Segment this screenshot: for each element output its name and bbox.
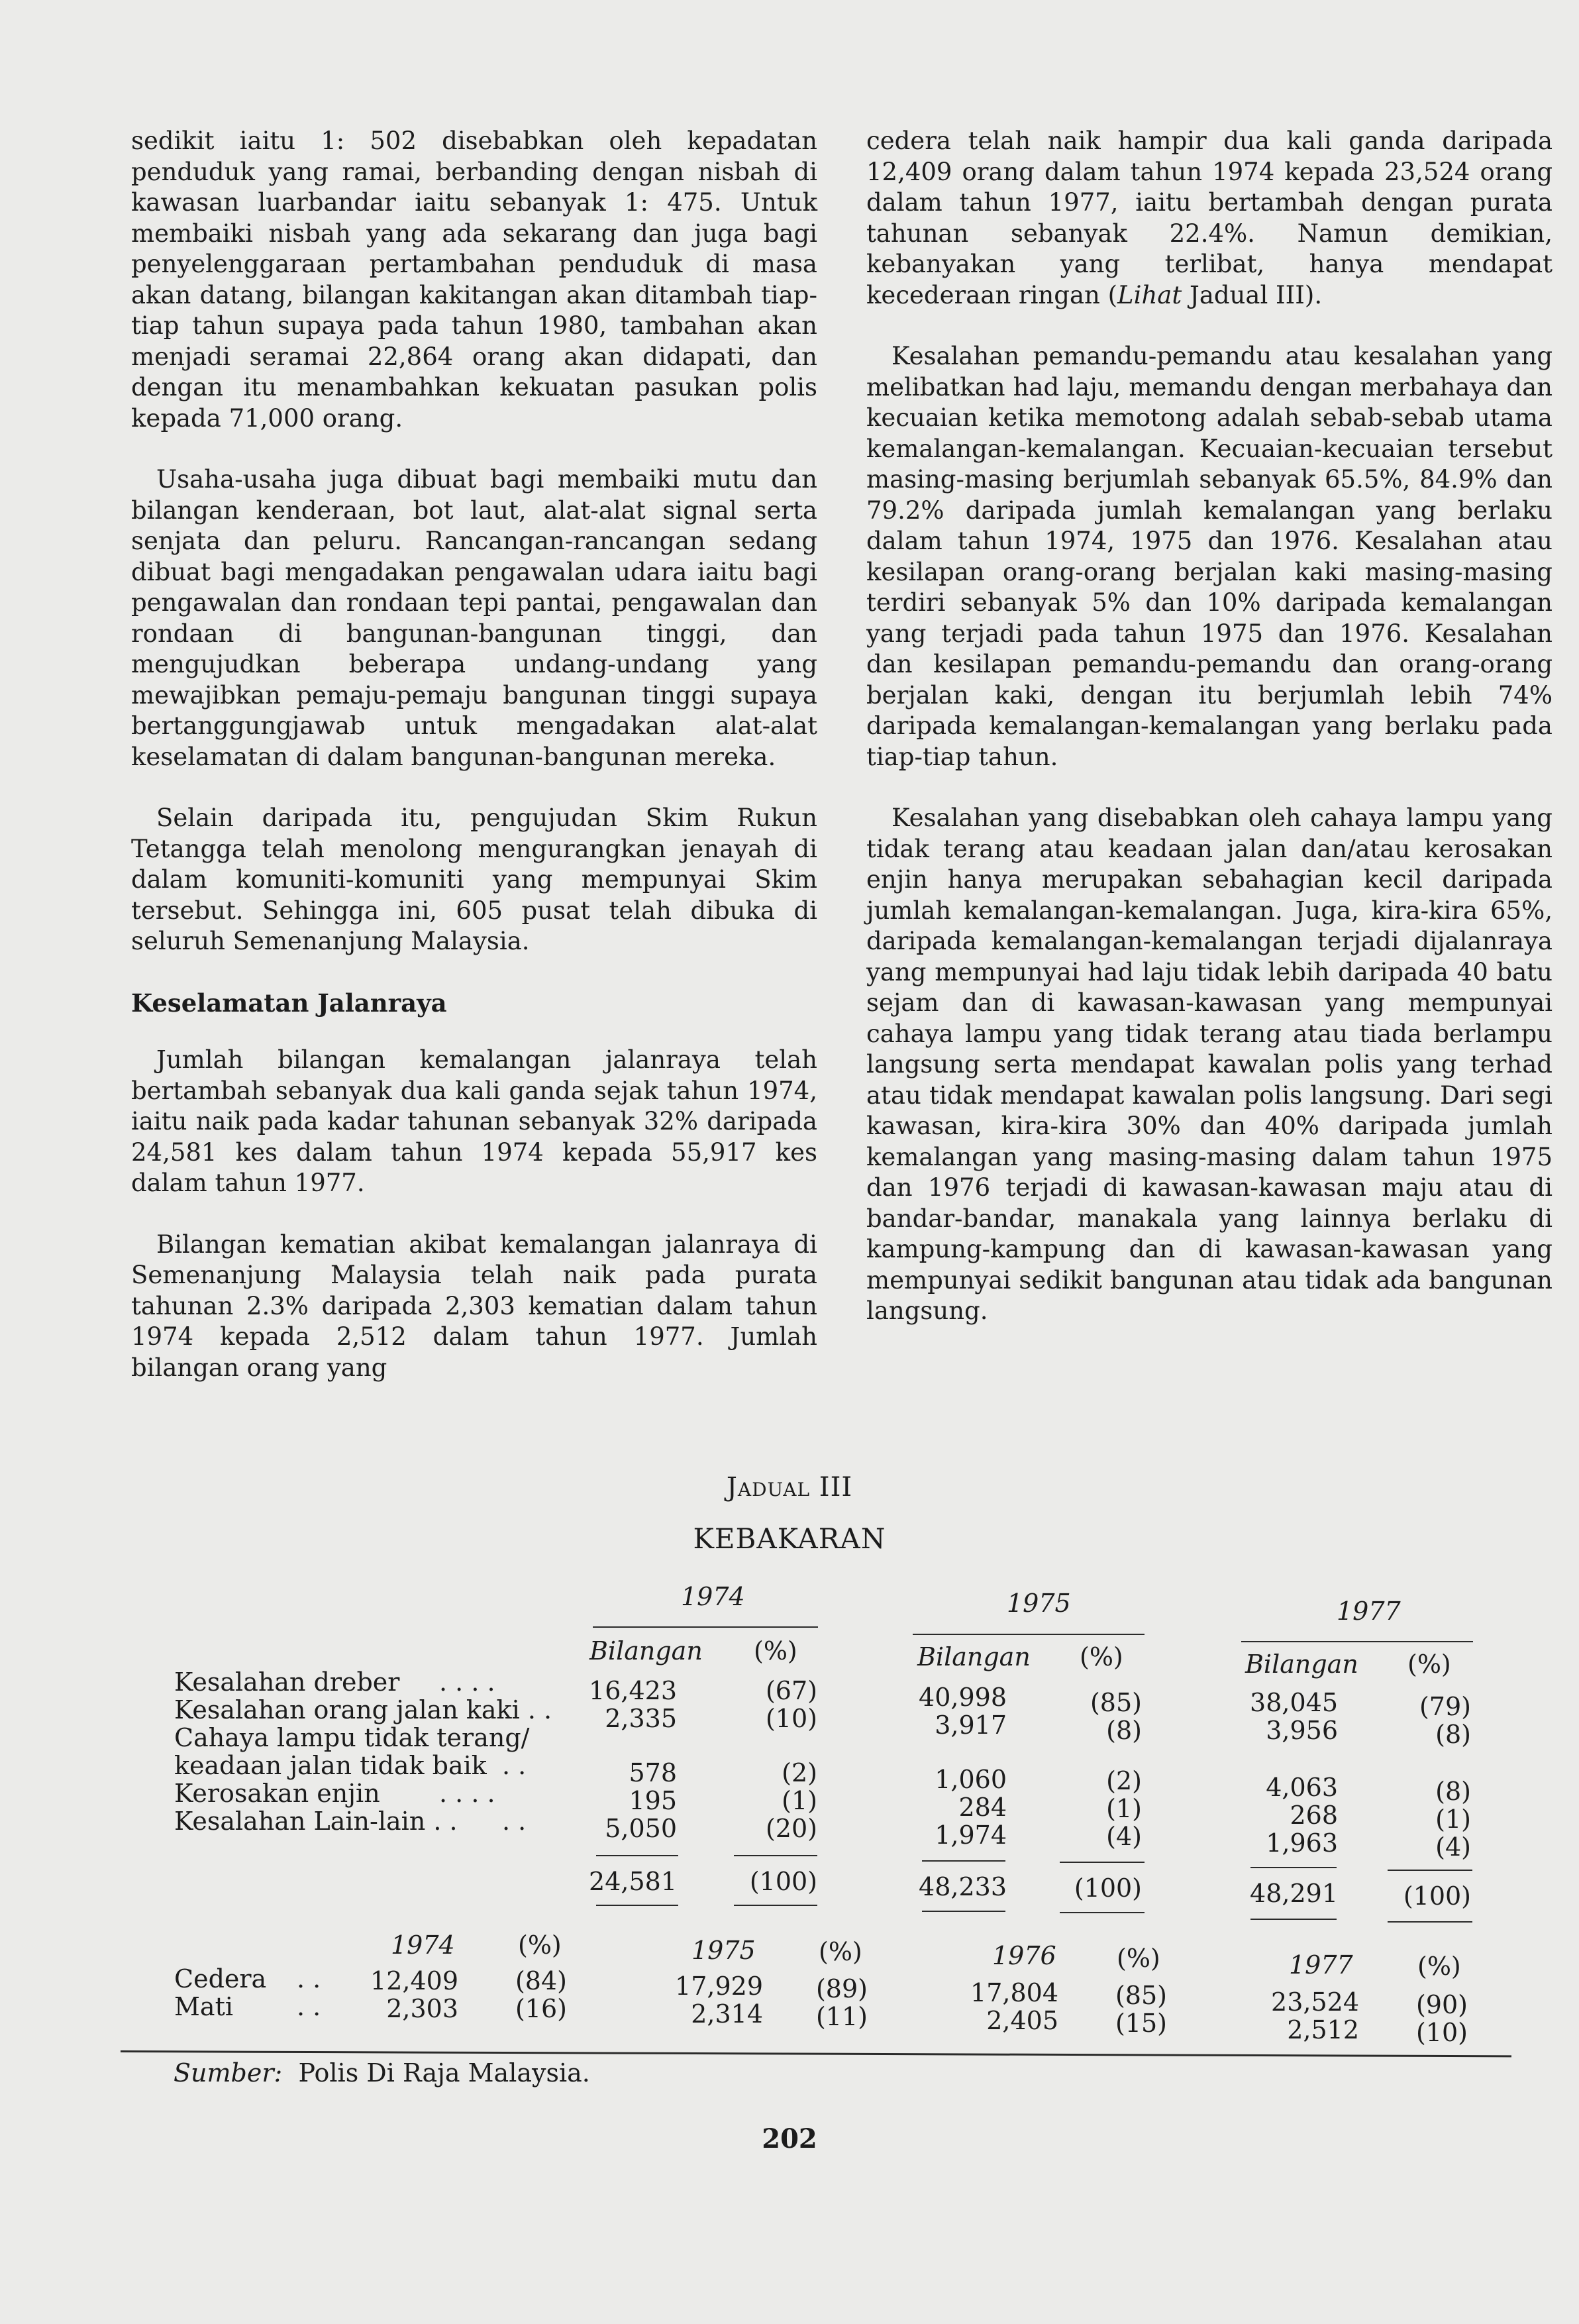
mati-pct-cell: (16) — [515, 1994, 567, 2023]
total-rule — [922, 1860, 1005, 1862]
count-cell: 4,063 — [1266, 1773, 1338, 1802]
table-title: KEBAKARAN — [693, 1522, 886, 1555]
cedera-cell: 23,524 — [1271, 1987, 1359, 2017]
row-label: Kesalahan Lain-lain . . . . — [174, 1807, 527, 1836]
year-header: 1974 — [681, 1582, 745, 1611]
row-label: Kesalahan orang jalan kaki . . — [174, 1695, 552, 1724]
col-header-bilangan: Bilangan — [589, 1636, 703, 1665]
pct-cell: (8) — [1435, 1720, 1471, 1749]
count-cell: 2,335 — [605, 1704, 677, 1733]
row-label: Cahaya lampu tidak terang/ — [174, 1723, 530, 1752]
row-label-cedera: Cedera . . — [174, 1964, 321, 1993]
col-header-bilangan: Bilangan — [917, 1642, 1031, 1671]
mati-pct-cell: (15) — [1115, 2009, 1167, 2038]
total-rule — [1060, 1862, 1145, 1863]
cedera-pct-cell: (89) — [815, 1974, 868, 2003]
count-cell: 284 — [958, 1793, 1007, 1822]
cedera-cell: 12,409 — [370, 1966, 458, 1995]
total-rule — [1250, 1919, 1337, 1920]
year-header: 1977 — [1289, 1950, 1353, 1980]
count-cell: 1,060 — [935, 1765, 1007, 1794]
year-header: 1974 — [391, 1930, 455, 1960]
total-rule — [734, 1855, 817, 1856]
pct-cell: (20) — [765, 1814, 817, 1843]
cedera-cell: 17,929 — [675, 1972, 763, 2001]
year-header: 1975 — [1007, 1589, 1071, 1618]
paragraph: sedikit iaitu 1: 502 disebabkan oleh kepadatan penduduk yang ramai, berbanding dengan nisbah di kawasan luarbandar iaitu sebanyak 1: 475. Untuk membaiki nisbah yang ada sekarang dan juga bagi penyelenggaraan pertambahan penduduk di masa akan datang, bilangan kakitangan akan ditambah tiap-tiap tahun supaya pada tahun 1980, tambahan akan menjadi seramai 22,864 orang akan didapati, dan dengan itu menambahkan kekuatan pasukan polis kepada 71,000 orang. — [131, 127, 817, 433]
count-cell: 195 — [629, 1786, 677, 1815]
total-rule — [1388, 1921, 1472, 1923]
pct-cell: (1) — [782, 1786, 817, 1815]
pct-cell: (2) — [782, 1758, 817, 1787]
left-column — [131, 126, 817, 1414]
col-header-bilangan: Bilangan — [1245, 1650, 1358, 1679]
total-rule — [596, 1905, 678, 1906]
count-cell: 268 — [1290, 1801, 1338, 1830]
total-pct-cell: (100) — [1403, 1881, 1471, 1911]
total-rule — [596, 1855, 678, 1856]
cedera-pct-cell: (84) — [515, 1966, 567, 1995]
col-header-pct: (%) — [1117, 1944, 1160, 1973]
paragraph: cedera telah naik hampir dua kali ganda daripada 12,409 orang dalam tahun 1974 kepada 23,524 orang dalam tahun 1977, iaitu bertambah dengan purata tahunan sebanyak 22.4%. Namun demikian, kebanyakan yang terlibat, hanya mendapat kecederaan ringan (Lihat Jadual III). — [866, 127, 1553, 309]
mati-cell: 2,314 — [691, 1999, 763, 2029]
header-rule — [913, 1634, 1145, 1635]
pct-cell: (8) — [1106, 1716, 1142, 1745]
year-header: 1977 — [1337, 1597, 1401, 1626]
page-number: 202 — [762, 2123, 817, 2154]
header-rule — [1241, 1641, 1473, 1642]
section-heading: Keselamatan Jalanraya — [131, 988, 447, 1018]
count-cell: 16,423 — [589, 1676, 677, 1705]
paragraph: Jumlah bilangan kemalangan jalanraya telah bertambah sebanyak dua kali ganda sejak tahun 1974, iaitu naik pada kadar tahunan sebanyak 32% daripada 24,581 kes dalam tahun 1974 kepada 55,917 kes dalam tahun 1977. — [131, 1045, 817, 1197]
right-column — [866, 126, 1553, 1357]
pct-cell: (4) — [1106, 1822, 1142, 1851]
total-rule — [1060, 1912, 1145, 1913]
row-label: keadaan jalan tidak baik . . — [174, 1751, 527, 1780]
mati-cell: 2,303 — [386, 1994, 458, 2023]
total-cell: 48,233 — [919, 1872, 1007, 1901]
pct-cell: (1) — [1435, 1805, 1471, 1834]
pct-cell: (85) — [1090, 1688, 1142, 1717]
col-header-pct: (%) — [518, 1930, 562, 1960]
row-label-mati: Mati . . — [174, 1992, 321, 2021]
row-label: Kerosakan enjin . . . . — [174, 1779, 495, 1808]
count-cell: 38,045 — [1250, 1688, 1338, 1717]
mati-cell: 2,405 — [986, 2006, 1058, 2035]
pct-cell: (8) — [1435, 1777, 1471, 1806]
mati-pct-cell: (10) — [1415, 2018, 1468, 2047]
source-note: Sumber: Polis Di Raja Malaysia. — [174, 2058, 590, 2087]
total-rule — [734, 1905, 817, 1906]
cedera-cell: 17,804 — [970, 1978, 1058, 2007]
pct-cell: (4) — [1435, 1832, 1471, 1862]
col-header-pct: (%) — [1407, 1650, 1451, 1679]
count-cell: 3,917 — [935, 1711, 1007, 1740]
paragraph: Selain daripada itu, pengujudan Skim Rukun Tetangga telah menolong mengurangkan jenayah di dalam komuniti-komuniti yang mempunyai Skim tersebut. Sehingga ini, 605 pusat telah dibuka di seluruh Semenanjung Malaysia. — [131, 804, 817, 955]
mati-cell: 2,512 — [1287, 2015, 1359, 2044]
pct-cell: (67) — [765, 1676, 817, 1705]
total-cell: 24,581 — [589, 1867, 677, 1896]
count-cell: 1,963 — [1266, 1828, 1338, 1858]
count-cell: 40,998 — [919, 1683, 1007, 1712]
paragraph: Bilangan kematian akibat kemalangan jalanraya di Semenanjung Malaysia telah naik pada purata tahunan 2.3% daripada 2,303 kematian dalam tahun 1974 kepada 2,512 dalam tahun 1977. Jumlah bilangan orang yang — [131, 1230, 817, 1382]
col-header-pct: (%) — [754, 1636, 797, 1665]
year-header: 1975 — [691, 1936, 756, 1965]
count-cell: 578 — [629, 1758, 677, 1787]
cedera-pct-cell: (90) — [1415, 1990, 1468, 2019]
paragraph: Usaha-usaha juga dibuat bagi membaiki mutu dan bilangan kenderaan, bot laut, alat-alat signal serta senjata dan peluru. Rancangan-rancangan sedang dibuat bagi mengadakan pengawalan udara iaitu bagi pengawalan dan rondaan tepi pantai, pengawalan dan rondaan di bangunan-bangunan tinggi, dan mengujudkan beberapa undang-undang yang mewajibkan pemaju-pemaju bangunan tinggi supaya bertanggungjawab untuk mengadakan alat-alat keselamatan di dalam bangunan-bangunan mereka. — [131, 465, 817, 771]
pct-cell: (1) — [1106, 1794, 1142, 1823]
pct-cell: (2) — [1106, 1766, 1142, 1795]
pct-cell: (10) — [765, 1704, 817, 1733]
col-header-pct: (%) — [1417, 1952, 1461, 1981]
table-caption: Jadual III — [726, 1472, 853, 1503]
count-cell: 3,956 — [1266, 1716, 1338, 1745]
year-header: 1976 — [992, 1941, 1056, 1970]
total-pct-cell: (100) — [749, 1867, 817, 1896]
paragraph: Kesalahan pemandu-pemandu atau kesalahan yang melibatkan had laju, memandu dengan merbahaya dan kecuaian ketika memotong adalah sebab-sebab utama kemalangan-kemalangan. Kecuaian-kecuaian tersebut masing-masing berjumlah sebanyak 65.5%, 84.9% dan 79.2% daripada jumlah kemalangan yang berlaku dalam tahun 1974, 1975 dan 1976. Kesalahan atau kesilapan orang-orang berjalan kaki masing-masing terdiri sebanyak 5% dan 10% daripada kemalangan yang terjadi pada tahun 1975 dan 1976. Kesalahan dan kesilapan pemandu-pemandu dan orang-orang berjalan kaki, dengan itu berjumlah lebih 74% daripada kemalangan-kemalangan yang berlaku pada tiap-tiap tahun. — [866, 342, 1553, 771]
header-rule — [593, 1626, 818, 1628]
total-rule — [922, 1911, 1005, 1912]
mati-pct-cell: (11) — [815, 2002, 868, 2031]
source-rule — [121, 2050, 1511, 2057]
total-pct-cell: (100) — [1074, 1874, 1142, 1903]
paragraph: Kesalahan yang disebabkan oleh cahaya lampu yang tidak terang atau keadaan jalan dan/atau kerosakan enjin hanya merupakan sebahagian kecil daripada jumlah kemalangan-kemalangan. Juga, kira-kira 65%, daripada kemalangan-kemalangan terjadi dijalanraya yang mempunyai had laju tidak lebih daripada 40 batu sejam dan di kawasan-kawasan yang mempunyai cahaya lampu yang tidak terang atau tiada berlampu langsung serta mendapat kawalan polis yang terhad atau tidak mendapat kawalan polis langsung. Dari segi kawasan, kira-kira 30% dan 40% daripada jumlah kemalangan yang masing-masing dalam tahun 1975 dan 1976 terjadi di kawasan-kawasan maju atau di bandar-bandar, manakala yang lainnya berlaku di kampung-kampung dan di kawasan-kawasan yang mempunyai sedikit bangunan atau tidak ada bangunan langsung. — [866, 804, 1553, 1325]
col-header-pct: (%) — [819, 1937, 862, 1966]
row-label: Kesalahan dreber . . . . — [174, 1667, 495, 1697]
total-rule — [1250, 1867, 1337, 1868]
total-rule — [1388, 1870, 1472, 1871]
cedera-pct-cell: (85) — [1115, 1981, 1167, 2010]
pct-cell: (79) — [1419, 1692, 1471, 1721]
col-header-pct: (%) — [1080, 1642, 1123, 1671]
count-cell: 5,050 — [605, 1814, 677, 1843]
count-cell: 1,974 — [935, 1821, 1007, 1850]
total-cell: 48,291 — [1250, 1879, 1338, 1908]
